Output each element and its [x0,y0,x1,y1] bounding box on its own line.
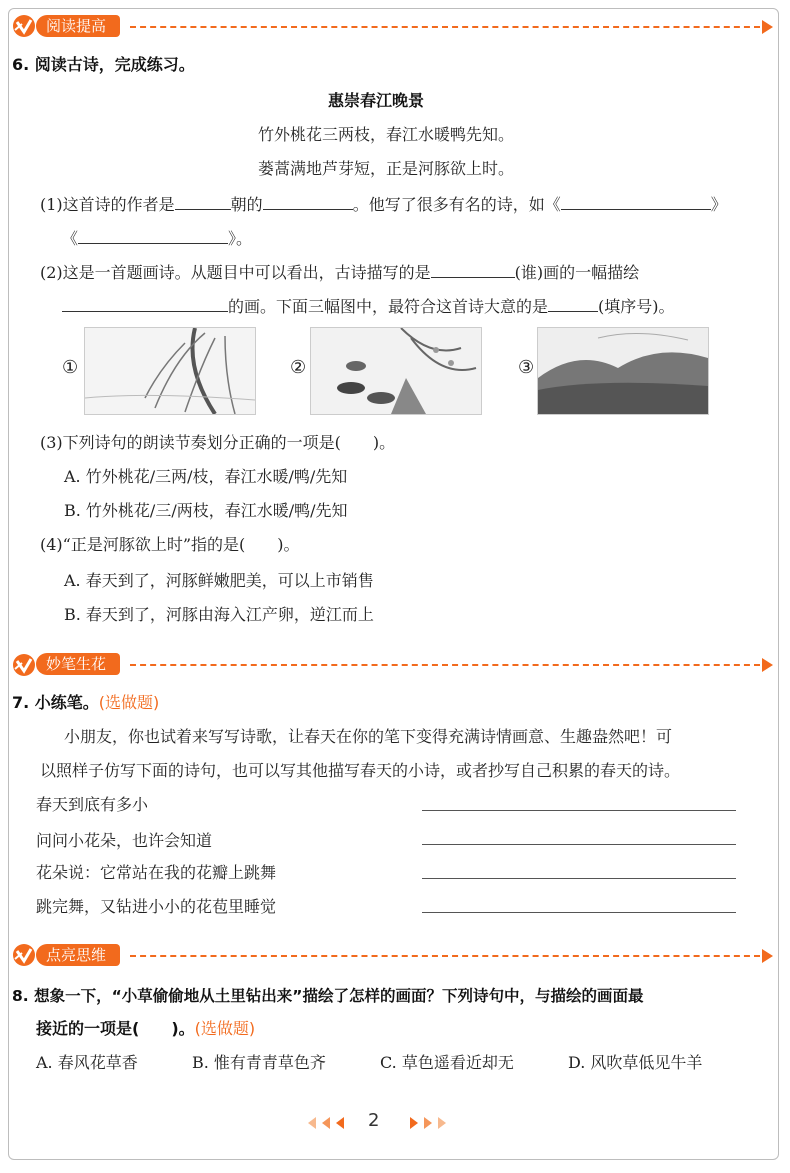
text: 。他写了很多有名的诗，如《 [352,195,561,214]
text: (2)这是一首题画诗。从题目中可以看出，古诗描写的是 [40,263,431,282]
sample-line-4: 跳完舞，又钻进小小的花苞里睡觉 [36,897,277,916]
question-8-line-1: 8. 想象一下，“小草偷偷地从土里钻出来”描绘了怎样的画面？下列诗句中，与描绘的画面最 [12,987,644,1005]
answer-blank[interactable] [548,295,598,312]
image-label-2: ② [290,357,307,378]
text: 》。 [228,229,253,248]
question-7-para-2: 以照样子仿写下面的诗句，也可以写其他描写春天的小诗，或者抄写自己积累的春天的诗。 [40,761,681,780]
text: 接近的一项是( )。 [36,1019,195,1038]
arrow-right-icon [762,658,773,672]
section-divider [130,26,760,28]
pencil-figure-icon [10,941,38,969]
text: 7. 小练笔。 [12,693,99,712]
image-label-1: ① [62,357,79,378]
text: (填序号)。 [598,297,675,316]
answer-blank[interactable] [263,193,353,210]
option-3a[interactable]: A. 竹外桃花/三两/枝，春江水暖/鸭/先知 [64,467,348,486]
text: (谁)画的一幅描绘 [514,263,640,282]
question-8-line-2 [36,1016,255,1039]
question-6-part-1 [40,192,727,215]
text: 》 [710,195,727,214]
pencil-figure-icon [10,12,38,40]
text: 的画。下面三幅图中，最符合这首诗大意的是 [228,297,549,316]
question-6-title: 6. 阅读古诗，完成练习。 [12,55,195,74]
sample-line-1: 春天到底有多小 [36,795,149,814]
option-8c[interactable]: C. 草色遥看近却无 [380,1053,514,1072]
ducks-peach-painting-image [310,327,482,415]
section-tag-thinking: 点亮思维 [36,944,120,966]
option-3b[interactable]: B. 竹外桃花/三/两枝，春江水暖/鸭/先知 [64,501,348,520]
image-label-3: ③ [518,357,535,378]
section-divider [130,955,760,957]
text: 朝的 [230,195,263,214]
section-divider [130,664,760,666]
question-6-part-4: (4)“正是河豚欲上时”指的是( )。 [40,535,300,554]
arrow-right-icon [762,20,773,34]
section-tag-writing: 妙笔生花 [36,653,120,675]
left-arrows-icon [306,1116,350,1130]
question-7-para-1: 小朋友，你也试着来写写诗歌，让春天在你的笔下变得充满诗情画意、生趣盎然吧！可 [64,727,673,746]
right-arrows-icon [404,1116,448,1130]
option-8a[interactable]: A. 春风花草香 [36,1053,138,1072]
poem-line-1: 竹外桃花三两枝，春江水暖鸭先知。 [258,125,515,144]
optional-tag: (选做题) [98,693,160,712]
page-number: 2 [368,1110,380,1131]
poem-line-2: 蒌蒿满地芦芽短，正是河豚欲上时。 [258,159,515,178]
option-4a[interactable]: A. 春天到了，河豚鲜嫩肥美，可以上市销售 [64,571,374,590]
question-6-part-3: (3)下列诗句的朗读节奏划分正确的一项是( )。 [40,433,396,452]
sample-line-2: 问问小花朵，也许会知道 [36,831,213,850]
question-6-part-1-cont [62,226,252,249]
willow-painting-image [84,327,256,415]
writing-line[interactable] [422,878,736,879]
poem-title: 惠崇春江晚景 [328,91,425,110]
option-8d[interactable]: D. 风吹草低见牛羊 [568,1053,703,1072]
option-8b[interactable]: B. 惟有青青草色齐 [192,1053,326,1072]
writing-line[interactable] [422,912,736,913]
question-7-title [12,690,159,713]
answer-blank[interactable] [431,261,515,278]
answer-blank[interactable] [78,227,228,244]
answer-blank[interactable] [561,193,711,210]
text: 《 [62,229,79,248]
text: (1)这首诗的作者是 [40,195,175,214]
writing-line[interactable] [422,810,736,811]
option-4b[interactable]: B. 春天到了，河豚由海入江产卵，逆江而上 [64,605,374,624]
question-6-part-2 [40,260,639,283]
landscape-painting-image [537,327,709,415]
arrow-right-icon [762,949,773,963]
writing-line[interactable] [422,844,736,845]
answer-blank[interactable] [62,295,228,312]
sample-line-3: 花朵说：它常站在我的花瓣上跳舞 [36,863,277,882]
pencil-figure-icon [10,651,38,679]
answer-blank[interactable] [175,193,231,210]
section-tag-reading: 阅读提高 [36,15,120,37]
optional-tag: (选做题) [194,1019,256,1038]
question-6-part-2-cont [62,294,675,317]
